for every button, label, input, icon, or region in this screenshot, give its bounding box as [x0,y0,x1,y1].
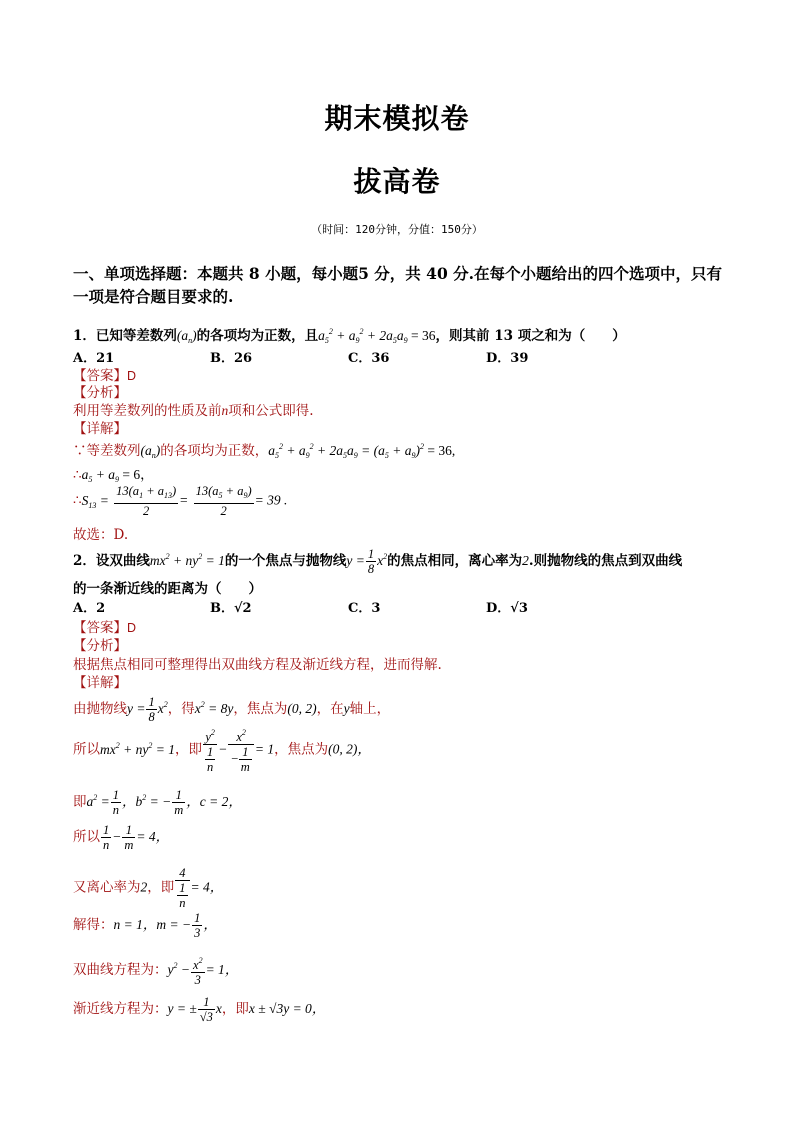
q2-s8b: ，即 [221,1001,249,1017]
q1-option-a[interactable]: A．21 [73,351,115,366]
question-1-stem: 1．已知等差数列$(a_n)$的各项均为正数，且$a_5^2 + a_9^2 + 2a_5a_9 = 36$，则其前 13 项之和为（ ） [73,327,626,345]
q1-frac-1: $\frac{13(a_1 + a_{13})}{2}$ [116,484,177,518]
q1-cond: = 36 [411,328,436,343]
q2-option-b[interactable]: B．√2 [210,601,252,616]
q2-analysis-label: 【分析】 [73,638,127,654]
answer-label: 【答案】 [73,620,127,636]
q1-d3-pre: ∴ [73,492,82,509]
q2-s1b: ，得 [167,701,195,717]
q1-suffix: ，则其前 13 项之和为（ ） [435,328,626,344]
q1-option-b[interactable]: B．26 [210,351,253,366]
q1-d3-res: = 39 . [254,492,288,508]
q1-seq-sub: n [188,336,193,345]
q2-option-c[interactable]: C．3 [348,601,381,616]
question-2-stem-line2: 的一条渐近线的距离为（ ） [73,581,262,597]
q2-detail-label: 【详解】 [73,675,127,691]
q2-p4: .则抛物线的焦点到双曲线 [528,553,683,569]
q2-option-a[interactable]: A．2 [73,601,106,616]
page-title: 期末模拟卷 [324,102,470,135]
q1-answer: D [127,369,137,383]
q2-s1a: 由抛物线 [73,701,127,717]
q2-s2a: 所以 [73,741,100,758]
q1-analysis-label: 【分析】 [73,385,127,401]
q2-p1: 2．设双曲线 [73,553,150,569]
q1-analysis-pre: 利用等差数列的性质及前 [73,403,222,419]
q1-analysis-n: n [221,403,229,418]
q2-s4a: 所以 [73,829,100,845]
q2-step-5: 又离心率为2，即 $\frac{4}{\frac{1}{n}}$ = 4， [73,866,224,910]
q1-mid: 的各项均为正数，且 [196,328,319,344]
q2-answer: D [127,621,137,635]
exam-info: （时间：120分钟，分值：150分） [311,223,483,236]
q1-d2-eq: = 6， [122,467,154,482]
q2-s5b: ，即 [147,879,175,896]
q2-step-6: 解得：n = 1，m = − $\frac{1}{3}$ ， [73,911,217,940]
q1-analysis [73,399,314,419]
q1-detail-label: 【详解】 [73,421,127,437]
q2-s6a: 解得： [73,917,114,933]
q1-option-d[interactable]: D．39 [486,351,529,366]
q1-detail-line3: $\therefore S_{13}$ = $\frac{13(a_1 + a_{13})}{2}$ = $\frac{13(a_5 + a_9)}{2}$ = 39 . [73,484,288,518]
q1-frac-2: $\frac{13(a_5 + a_9)}{2}$ [195,484,252,518]
q2-p3-two: 2 [522,553,529,568]
q2-analysis: 根据焦点相同可整理得出双曲线方程及渐近线方程，进而得解. [73,657,442,673]
q2-p3: 的焦点相同，离心率为 [387,553,523,569]
q1-d1-pre: ∵等差数列 [73,443,141,459]
question-2-stem-line1: 2．设双曲线$mx^2 + ny^2 = 1$的一个焦点与抛物线y = $\frac{1}{8}$ $x^2$的焦点相同，离心率为2.则抛物线的焦点到双曲线 [73,547,683,576]
q1-detail-line2: $\therefore a_5 + a_9 = 6$， [73,467,154,484]
q2-s1e: 轴上， [349,701,391,717]
q1-condition: $a_5^2 + a_9^2 + 2a_5a_9 = 36$ [318,327,436,345]
q2-step-8: 渐近线方程为：y = ± $\frac{1}{√3}$ x，即x ± √3y = 0， [73,995,326,1024]
q2-p2: 的一个焦点与抛物线 [224,553,347,569]
q2-step-4: 所以 $\frac{1}{n}$ − $\frac{1}{m}$ = 4， [73,823,170,852]
q1-prefix: 1．已知等差数列 [73,328,177,344]
answer-label: 【答案】 [73,368,127,384]
q2-s1c: ，焦点为 [233,701,288,717]
q1-d1-eq: = 36, [427,443,456,458]
section-heading-line2: 一项是符合题目要求的. [73,287,234,306]
q2-s8a: 渐近线方程为： [73,1001,168,1017]
q1-analysis-post: 项和公式即得. [228,403,314,419]
q2-step-2: 所以$mx^2 + ny^2 = 1$，即 $\frac{y^2}{\frac{1}{n}}$ − $x^2$ − $\frac{1}{m}$ = 1，焦点为(0, 2)， [73,728,371,774]
q2-s3a: 即 [73,794,87,810]
q2-answer-row [73,616,136,636]
q1-d1-mid: 的各项均为正数， [160,443,269,459]
q2-s2b: ，即 [174,741,202,758]
q2-s7a: 双曲线方程为： [73,962,168,978]
page-subtitle: 拔高卷 [353,165,441,198]
q1-conclusion: 故选：D. [73,527,129,543]
q2-step-3: 即$a^2$ = $\frac{1}{n}$ ，$b^2$ = − $\frac{1}{m}$ ，c = 2， [73,788,242,817]
q2-s5a: 又离心率为 [73,879,141,896]
q1-seq: a [181,328,189,343]
q2-step-1: 由抛物线y = $\frac{1}{8}$ $x^2$，得$x^2 = 8y$，焦点为(0, 2)，在y轴上， [73,695,391,724]
q2-option-d[interactable]: D．√3 [486,601,528,616]
q2-step-7: 双曲线方程为：$y^2$ − $\frac{x^2}{3}$ = 1， [73,956,239,987]
q1-d2: ∴ [73,467,82,483]
q1-option-c[interactable]: C．36 [348,351,390,366]
q1-detail-line1: ∵等差数列$(a_n)$的各项均为正数，$a_5^2 + a_9^2 + 2a_5a_9 = (a_5 + a_9)^2 = 36$, [73,442,456,460]
q2-s1d: ，在 [316,701,344,717]
section-heading-line1: 一、单项选择题：本题共 8 小题，每小题5 分，共 40 分.在每个小题给出的四个选项中，只有 [73,264,723,283]
q2-s2c: ，焦点为 [274,741,329,758]
